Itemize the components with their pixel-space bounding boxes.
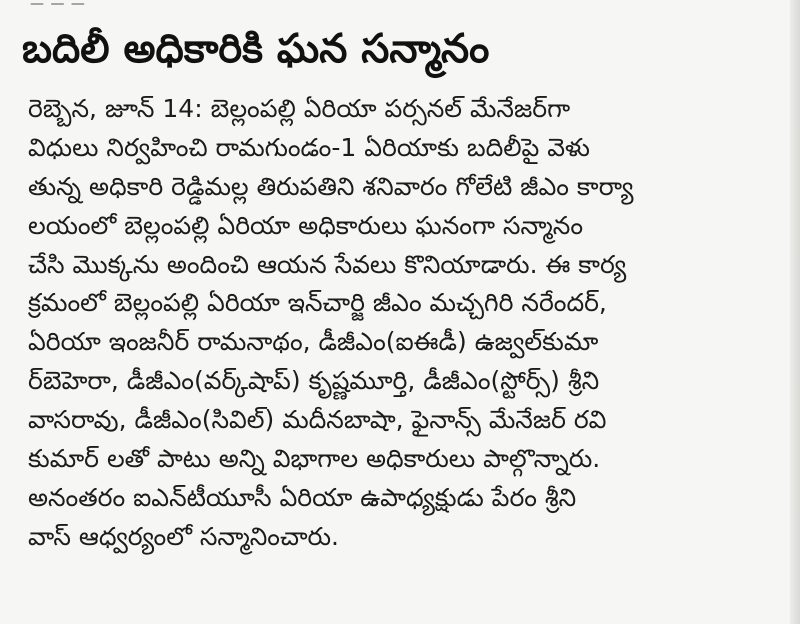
article-line: క్రమంలో బెల్లంపల్లి ఏరియా ఇన్‌చార్జి జీఎం మచ్చగిరి నరేందర్, bbox=[28, 288, 607, 318]
article-line: అనంతరం ఐఎన్‌టీయూసీ ఏరియా ఉపాధ్యక్షుడు పేరం శ్రీని bbox=[28, 482, 577, 512]
article-line: ర్‌బెహెరా, డీజీఎం(వర్క్‌షాప్) కృష్ణమూర్తి, డీజీఎం(స్టోర్స్) శ్రీని bbox=[28, 366, 600, 396]
article-line: ఏరియా ఇంజనీర్ రామనాథం, డీజీఎం(ఐఈడీ) ఉజ్వల్‌కుమా bbox=[28, 327, 599, 357]
previous-article-remnant bbox=[30, 0, 200, 6]
article-line: విధులు నిర్వహించి రామగుండం-1 ఏరియాకు బదిలీపై వెళు bbox=[28, 132, 590, 162]
article-line: కుమార్ లతో పాటు అన్ని విభాగాల అధికారులు పాల్గొన్నారు. bbox=[28, 444, 601, 474]
article-headline: బదిలీ అధికారికి ఘన సన్మానం bbox=[22, 26, 490, 72]
article-line: తున్న అధికారి రెడ్డిమల్ల తిరుపతిని శనివారం గోలేటి జీఎం కార్యా bbox=[28, 171, 634, 201]
article-line: రెబ్బెన, జూన్ 14: బెల్లంపల్లి ఏరియా పర్సనల్ మేనేజర్‌గా bbox=[28, 94, 571, 123]
article-line: చేసి మొక్కను అందించి ఆయన సేవలు కొనియాడారు. ఈ కార్య bbox=[28, 249, 627, 279]
article-line: లయంలో బెల్లంపల్లి ఏరియా అధికారులు ఘనంగా సన్మానం bbox=[28, 210, 584, 240]
article-line: వాస్ ఆధ్వర్యంలో సన్మానించారు. bbox=[28, 521, 339, 551]
scan-edge bbox=[790, 0, 800, 624]
article-body bbox=[28, 90, 772, 557]
article-line: వాసరావు, డీజీఎం(సివిల్) మదీనబాషా, ఫైనాన్స్ మేనేజర్ రవి bbox=[28, 405, 607, 435]
